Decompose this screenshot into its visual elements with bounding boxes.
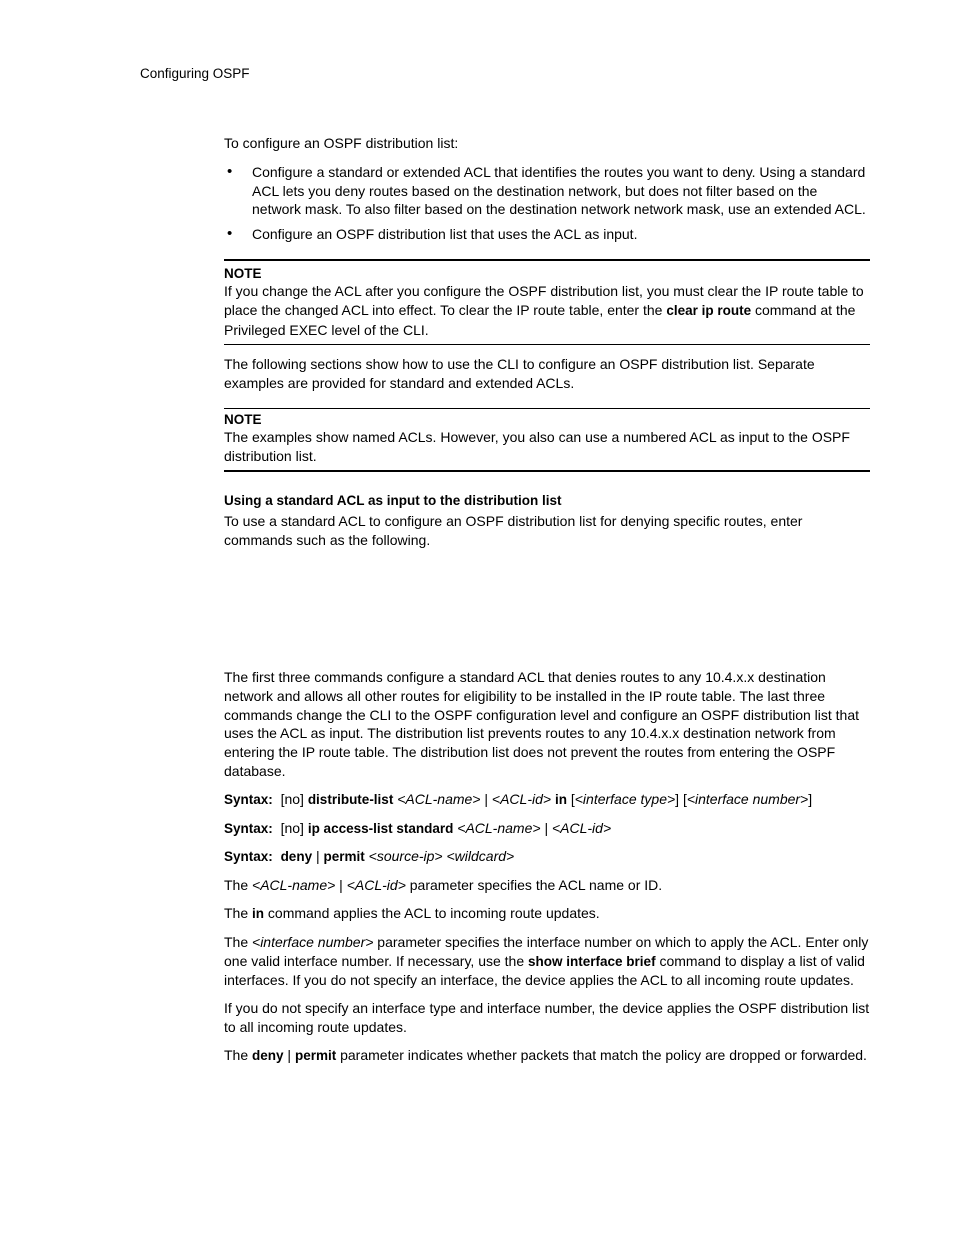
note-text: The examples show named ACLs. However, you also can use a numbered ACL as input to the OSPF distribution list. xyxy=(224,428,850,464)
syntax-line: Syntax: [no] distribute-list <ACL-name> | <ACL-id> in [<interface type>] [<interface number>] xyxy=(224,790,813,807)
param-description: If you do not specify an interface type and interface number, the device applies the OSPF distribution list to all incoming route updates. xyxy=(224,1000,870,1035)
command-text: clear ip route xyxy=(666,302,752,318)
syntax-line: Syntax: [no] ip access-list standard <ACL-name> | <ACL-id> xyxy=(224,819,612,836)
param-description: The in command applies the ACL to incoming route updates. xyxy=(224,904,600,921)
section-intro: To use a standard ACL to configure an OSPF distribution list for denying specific routes, enter commands such as the following. xyxy=(224,513,803,549)
bullet-list xyxy=(224,163,870,244)
note-divider xyxy=(224,470,870,472)
note-box xyxy=(224,408,870,466)
param-description: The <interface number> parameter specifies the interface number on which to apply the ACL. Enter only one valid interface number. If necessary, use the show interface brief command to display a list of valid interfaces. If you do not specify an interface, the device applies the ACL to all incoming route updates. xyxy=(224,933,869,989)
list-item xyxy=(224,163,870,219)
bullet-icon: • xyxy=(227,225,233,243)
param-description: The deny | permit parameter indicates whether packets that match the policy are dropped or forwarded. xyxy=(224,1046,867,1063)
following-paragraph: The following sections show how to use the CLI to configure an OSPF distribution list. Separate examples are provided for standard and extended ACLs. xyxy=(224,356,815,392)
explanation-paragraph: The first three commands configure a standard ACL that denies routes to any 10.4.x.x destination network and allows all other routes for eligibility to be installed in the IP route table. The last three commands change the CLI to the OSPF configuration level and configure an OSPF distribution list that uses the ACL as input. The distribution list prevents routes to any 10.4.x.x destination network from entering the IP route table. The distribution list does not prevent the routes from entering the OSPF database. xyxy=(224,668,860,779)
list-item xyxy=(224,225,870,244)
note-divider xyxy=(224,344,870,345)
note-box xyxy=(224,259,870,339)
param-description: The <ACL-name> | <ACL-id> parameter specifies the ACL name or ID. xyxy=(224,877,663,894)
intro-paragraph: To configure an OSPF distribution list: xyxy=(224,135,459,151)
list-item-text: Configure a standard or extended ACL that identifies the routes you want to deny. Using a standard ACL lets you deny routes based on the destination network, but does not filter based on the network mask. To also filter based on the destination network network mask, use an extended ACL. xyxy=(252,163,866,218)
page-content xyxy=(224,134,870,1066)
note-title: NOTE xyxy=(224,265,262,281)
note-title: NOTE xyxy=(224,411,262,427)
running-header: Configuring OSPF xyxy=(140,66,250,81)
list-item-text: Configure an OSPF distribution list that uses the ACL as input. xyxy=(252,226,638,243)
note-text: If you change the ACL after you configure the OSPF distribution list, you must clear the IP route table to place the changed ACL into effect. To clear the IP route table, enter the clear ip route command at the Privileged EXEC level of the CLI. xyxy=(224,282,864,338)
section-heading: Using a standard ACL as input to the distribution list xyxy=(224,492,562,508)
syntax-line: Syntax: deny | permit <source-ip> <wildcard> xyxy=(224,848,515,865)
bullet-icon: • xyxy=(227,162,233,180)
